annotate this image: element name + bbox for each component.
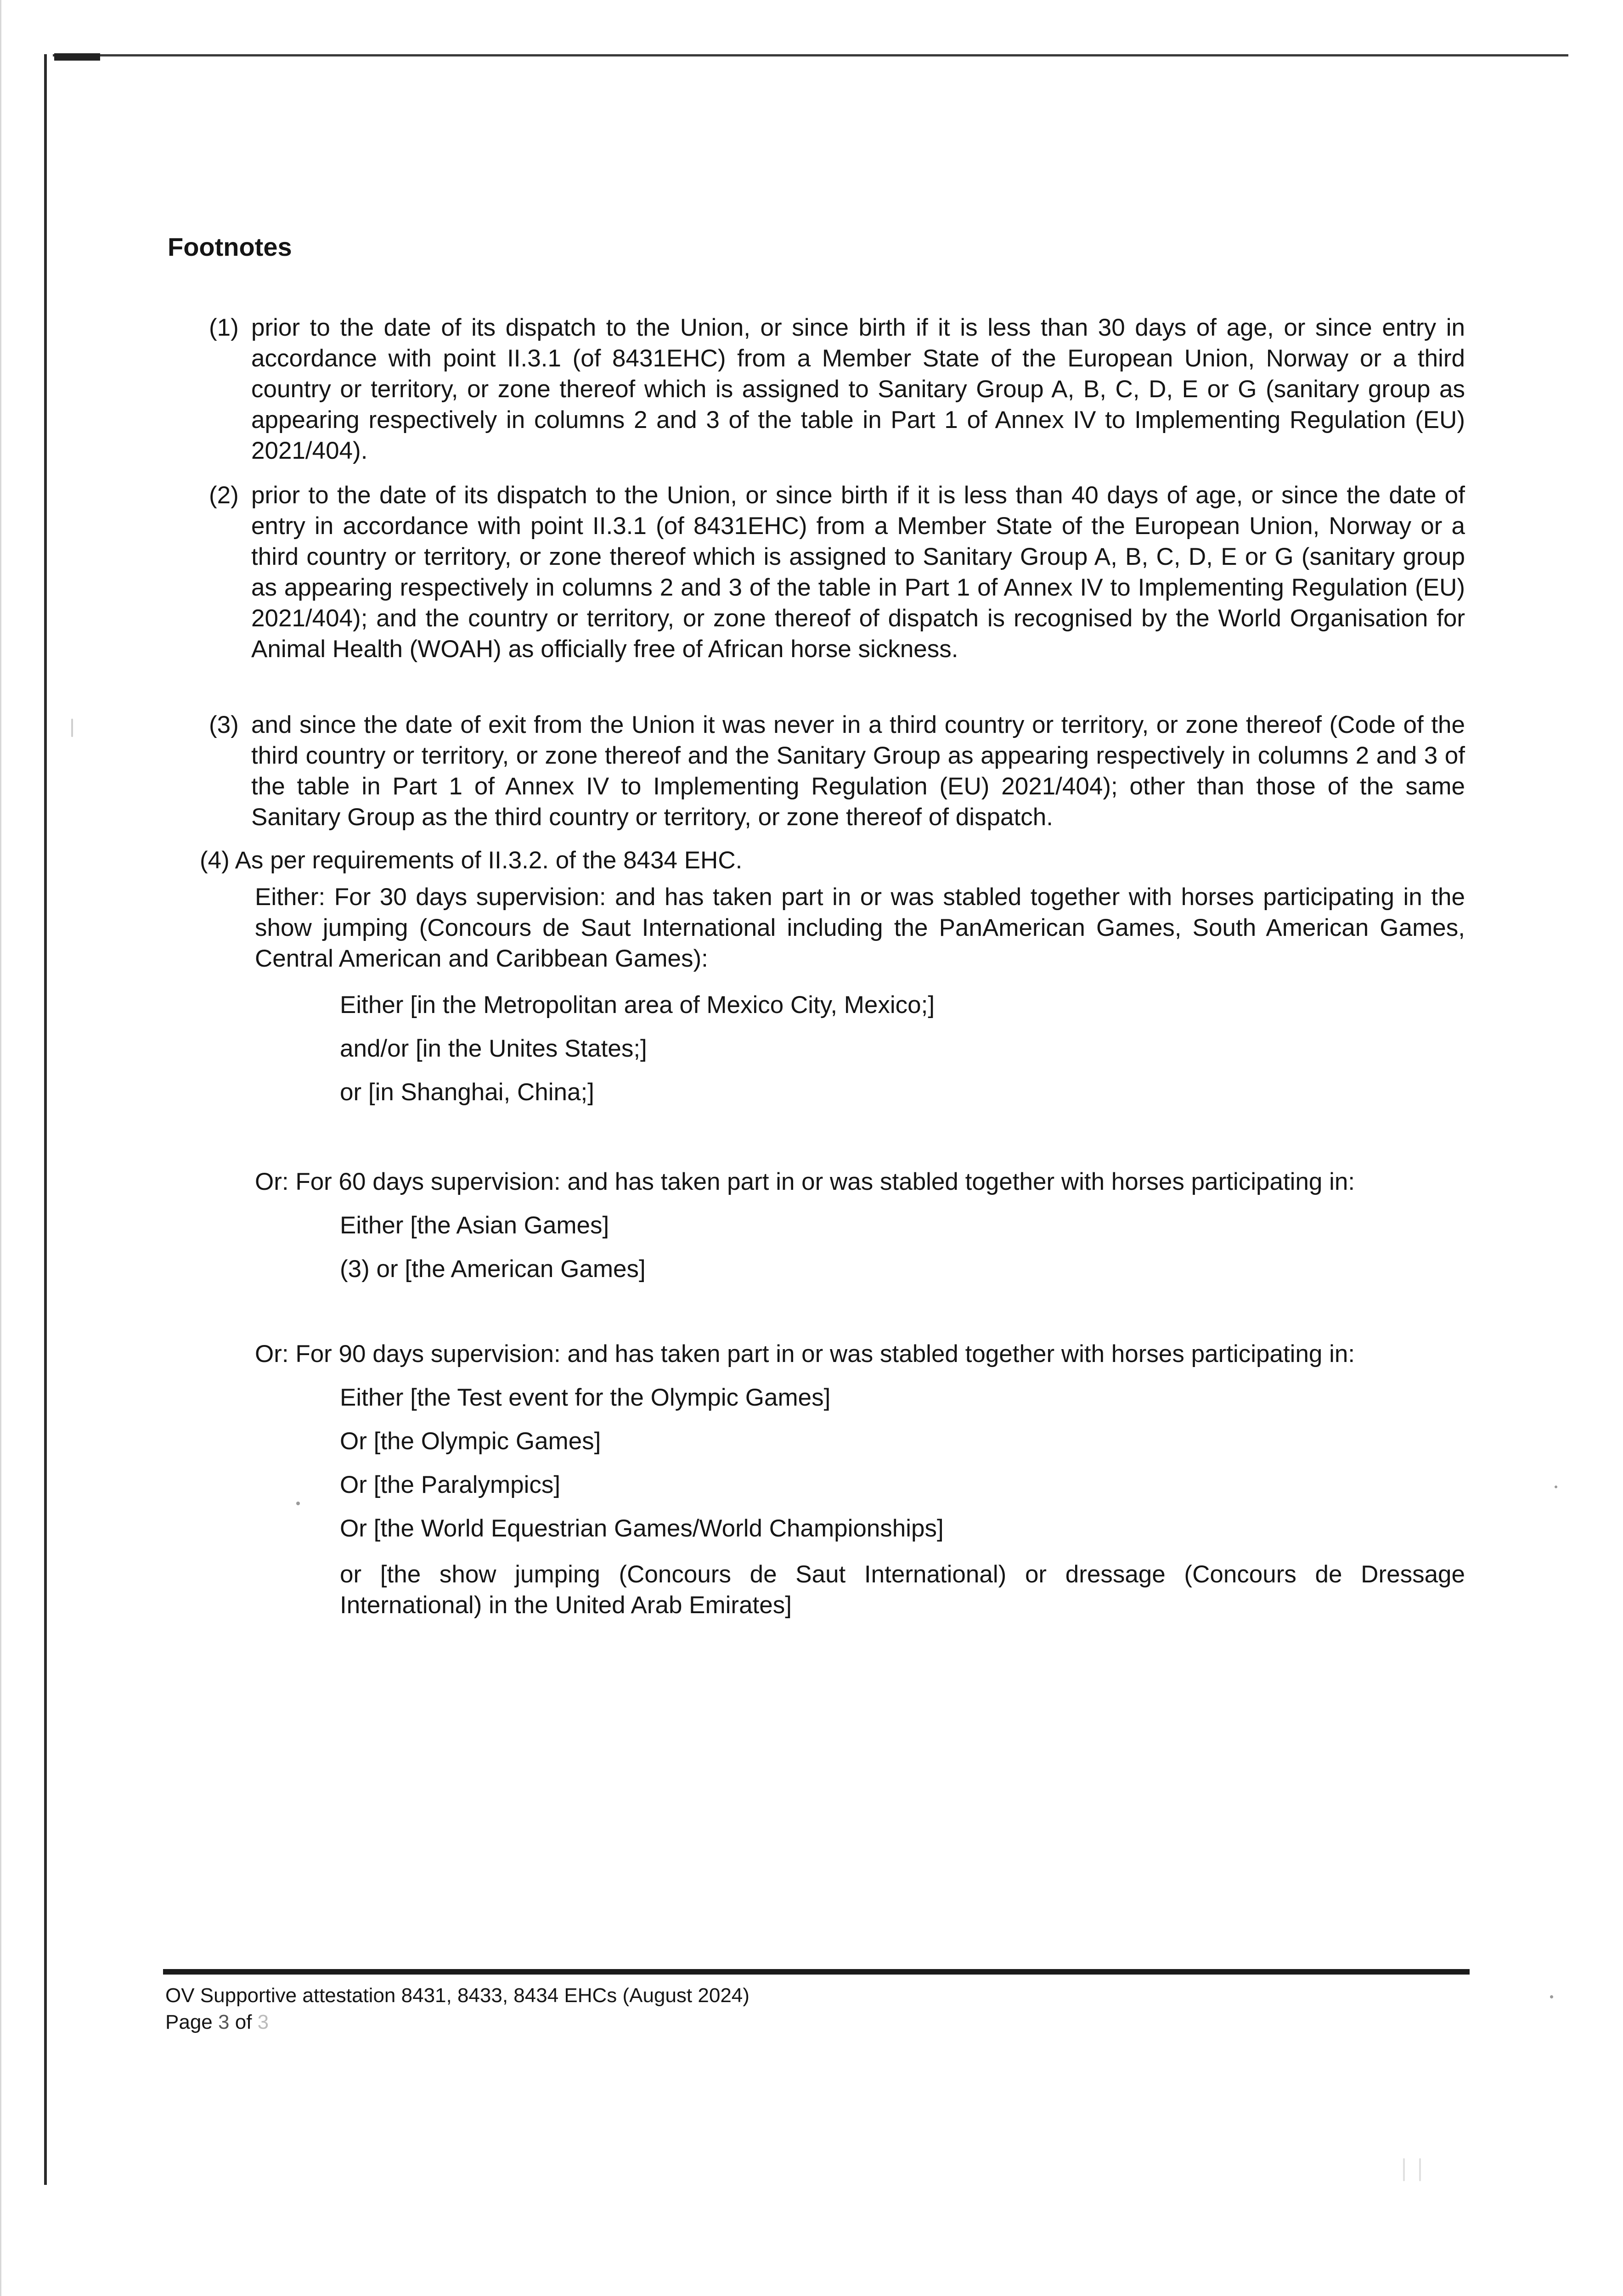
page-current: 3 bbox=[218, 2011, 230, 2033]
footnote-2 bbox=[209, 480, 1465, 664]
footnote-4-or-60-days: Or: For 60 days supervision: and has taken part in or was stabled together with horses participating in: bbox=[255, 1168, 1355, 1195]
scan-mark bbox=[1419, 2158, 1421, 2181]
footnote-number: (3) bbox=[209, 711, 239, 738]
footer-rule bbox=[163, 1969, 1470, 1975]
footnote-number: (2) bbox=[209, 482, 239, 509]
footnote-4-either-30-days: Either: For 30 days supervision: and has taken part in or was stabled together with horses participating in the show jumping (Concours de Saut International including the PanAmerican Games, South American Games, Central American and Caribbean Games): bbox=[255, 884, 1465, 972]
footnote-3 bbox=[209, 709, 1465, 833]
scan-mark bbox=[71, 719, 73, 737]
scan-speck bbox=[296, 1502, 300, 1505]
scan-mark bbox=[1403, 2158, 1405, 2181]
footnote-text: prior to the date of its dispatch to the Union, or since birth if it is less than 30 days of age, or since entry in accordance with point II.3.1 (of 8431EHC) from a Member State of the European Union, Norway or a third country or territory, or zone thereof which is assigned to Sanitary Group A, B, C, D, E or G (sanitary group as appearing respectively in columns 2 and 3 of the table in Part 1 of Annex IV to Implementing Regulation (EU) 2021/404). bbox=[251, 314, 1465, 464]
page-total: 3 bbox=[257, 2011, 269, 2033]
option-american-games: (3) or [the American Games] bbox=[340, 1255, 646, 1283]
footnote-number: (1) bbox=[209, 314, 239, 341]
option-world-equestrian-games: Or [the World Equestrian Games/World Championships] bbox=[340, 1515, 944, 1542]
option-uae-show-jumping: or [the show jumping (Concours de Saut International) or dressage (Concours de Dressage International) in the United Arab Emirates] bbox=[340, 1561, 1465, 1619]
option-olympic-test-event: Either [the Test event for the Olympic Games] bbox=[340, 1384, 831, 1411]
scan-edge bbox=[0, 0, 1, 2296]
option-paralympics: Or [the Paralympics] bbox=[340, 1471, 561, 1498]
page-of-label: of bbox=[235, 2011, 252, 2033]
scan-speck bbox=[1550, 1995, 1553, 1998]
page-frame-corner bbox=[54, 53, 100, 61]
option-asian-games: Either [the Asian Games] bbox=[340, 1212, 609, 1239]
footnote-text: and since the date of exit from the Union it was never in a third country or territory, or zone thereof (Code of the third country or territory, or zone thereof and the Sanitary Group as appearing respectively in columns 2 and 3 of the table in Part 1 of Annex IV to Implementing Regulation (EU) 2021/404); other than those of the same Sanitary Group as the third country or territory, or zone thereof of dispatch. bbox=[251, 711, 1465, 831]
footer-title: OV Supportive attestation 8431, 8433, 8434 EHCs (August 2024) bbox=[165, 1984, 750, 2007]
scan-speck bbox=[1555, 1486, 1557, 1488]
option-mexico-city: Either [in the Metropolitan area of Mexico City, Mexico;] bbox=[340, 991, 935, 1019]
page-label: Page bbox=[165, 2011, 213, 2033]
page-frame-left bbox=[44, 54, 47, 2185]
option-shanghai: or [in Shanghai, China;] bbox=[340, 1079, 594, 1106]
option-olympic-games: Or [the Olympic Games] bbox=[340, 1428, 601, 1455]
page-frame-top bbox=[53, 54, 1568, 56]
footnote-text: prior to the date of its dispatch to the Union, or since birth if it is less than 40 days of age, or since the date of entry in accordance with point II.3.1 (of 8431EHC) from a Member State of the European Union, Norway or a third country or territory, or zone thereof which is assigned to Sanitary Group A, B, C, D, E or G (sanitary group as appearing respectively in columns 2 and 3 of the table in Part 1 of Annex IV to Implementing Regulation (EU) 2021/404); and the country or territory, or zone thereof of dispatch is recognised by the World Organisation for Animal Health (WOAH) as officially free of African horse sickness. bbox=[251, 482, 1465, 663]
footnote-4-or-90-days: Or: For 90 days supervision: and has taken part in or was stabled together with horses participating in: bbox=[255, 1340, 1355, 1367]
footnote-4-title: (4) As per requirements of II.3.2. of the 8434 EHC. bbox=[200, 847, 743, 874]
footnotes-heading: Footnotes bbox=[168, 232, 292, 261]
option-united-states: and/or [in the Unites States;] bbox=[340, 1035, 647, 1062]
footnote-1 bbox=[209, 312, 1465, 466]
page-number bbox=[165, 2009, 269, 2035]
